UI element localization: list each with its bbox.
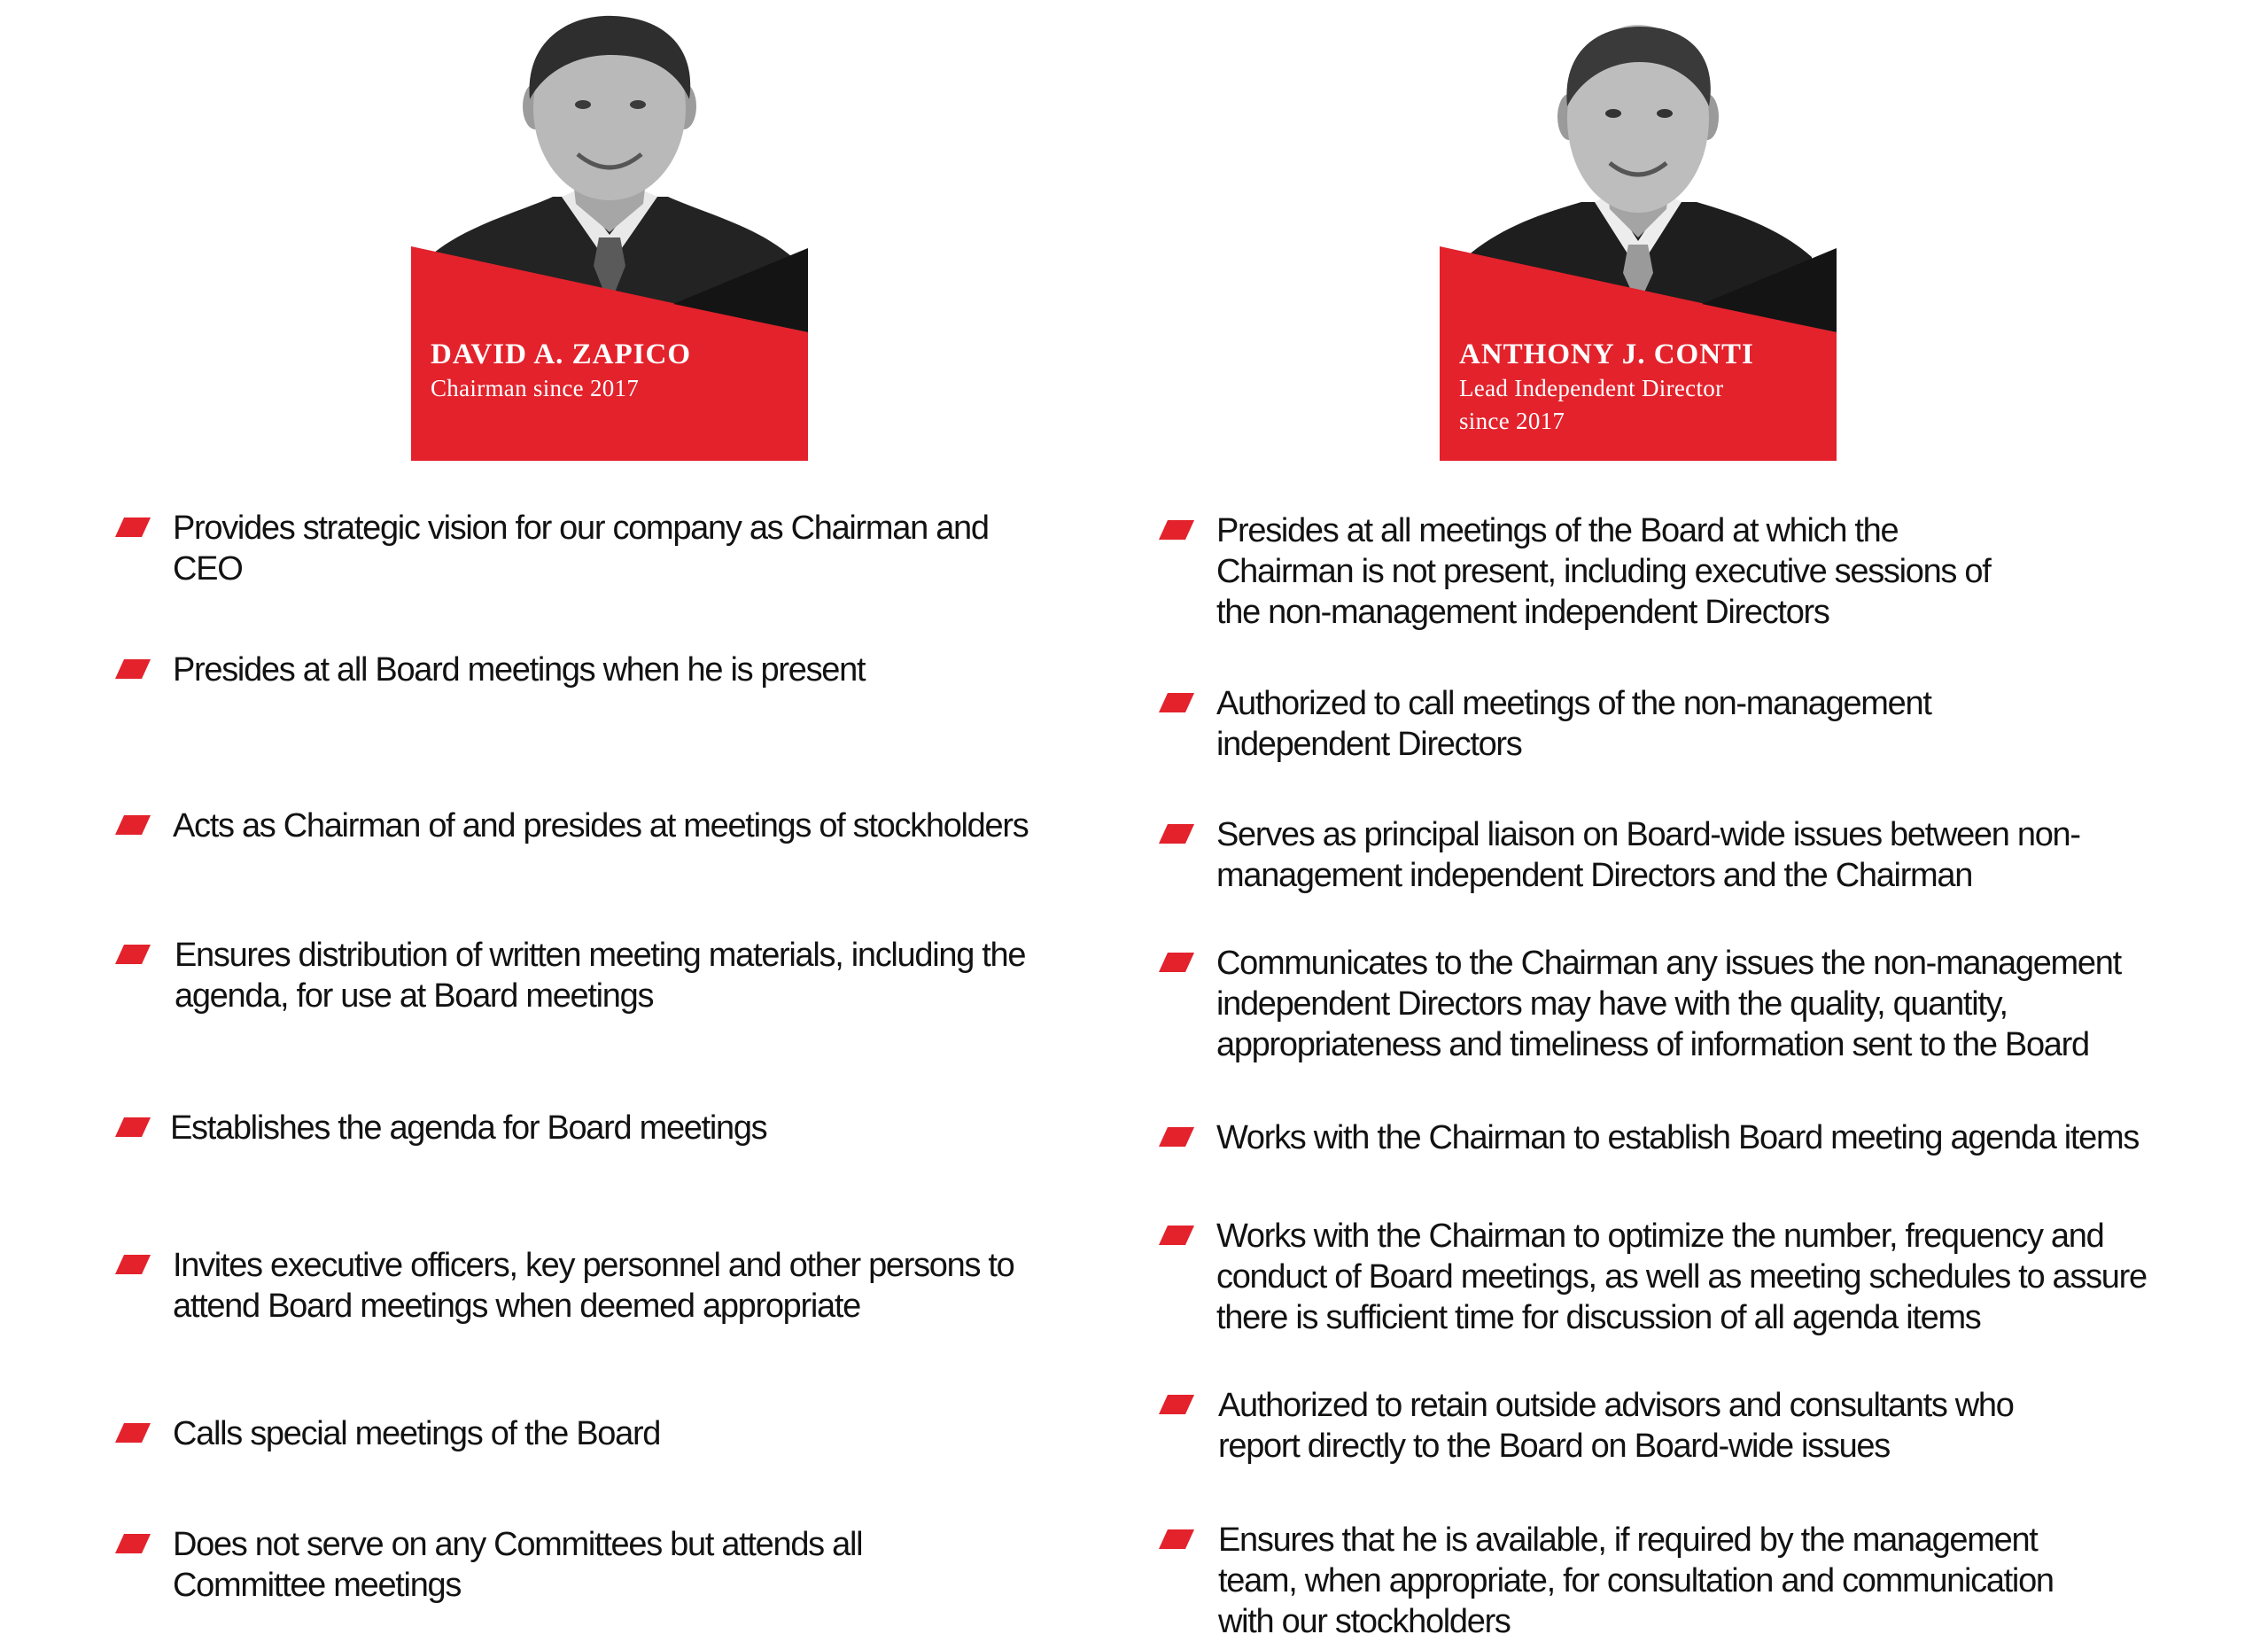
duty-text: Ensures that he is available, if required by the management team, when appropriate, for consultation and communication with our stockholders <box>1218 1521 2054 1640</box>
red-bullet-icon <box>1159 520 1194 540</box>
chairman-role: Chairman since 2017 <box>431 375 640 401</box>
red-bullet-icon <box>1159 1127 1194 1147</box>
duty-text: Provides strategic vision for our company as Chairman and CEO <box>173 510 989 588</box>
duty-text: Presides at all meetings of the Board at which the Chairman is not present, including executive sessions of the non-management independent Directors <box>1216 512 1991 631</box>
duty-text: Presides at all Board meetings when he is present <box>173 651 866 689</box>
duty-text: Serves as principal liaison on Board-wide issues between non-management independent Directors and the Chairman <box>1216 816 2080 894</box>
duty-text: Communicates to the Chairman any issues the non-management independent Directors may have with the quality, quantity, appropriateness and timeliness of information sent to the Board <box>1216 945 2121 1063</box>
duty-text: Invites executive officers, key personnel and other persons to attend Board meetings when deemed appropriate <box>173 1247 1014 1325</box>
chairman-name: DAVID A. ZAPICO <box>431 339 692 370</box>
duty-text: Works with the Chairman to optimize the number, frequency and conduct of Board meetings, as well as meeting schedules to assure there is sufficient time for discussion of all agenda items <box>1216 1218 2147 1336</box>
red-bullet-icon <box>1159 693 1194 712</box>
red-bullet-icon <box>1159 824 1194 844</box>
red-bullet-icon <box>1159 1226 1194 1245</box>
duty-text: Ensures distribution of written meeting materials, including the agenda, for use at Board meetings <box>175 937 1026 1015</box>
duty-text: Acts as Chairman of and presides at meetings of stockholders <box>173 807 1029 844</box>
red-bullet-icon <box>1159 1395 1194 1414</box>
lead-director-role: Lead Independent Director since 2017 <box>1459 375 1724 434</box>
duty-text: Calls special meetings of the Board <box>173 1415 661 1452</box>
duty-text: Authorized to retain outside advisors and consultants who report directly to the Board on Board-wide issues <box>1218 1387 2014 1465</box>
red-bullet-icon <box>1159 1529 1194 1549</box>
duty-text: Does not serve on any Committees but attends all Committee meetings <box>173 1526 863 1604</box>
duty-text: Establishes the agenda for Board meetings <box>170 1109 767 1147</box>
lead-director-name: ANTHONY J. CONTI <box>1459 339 1754 370</box>
red-bullet-icon <box>1159 953 1194 972</box>
duty-text: Works with the Chairman to establish Board meeting agenda items <box>1216 1119 2140 1156</box>
duty-text: Authorized to call meetings of the non-management independent Directors <box>1216 685 1931 763</box>
